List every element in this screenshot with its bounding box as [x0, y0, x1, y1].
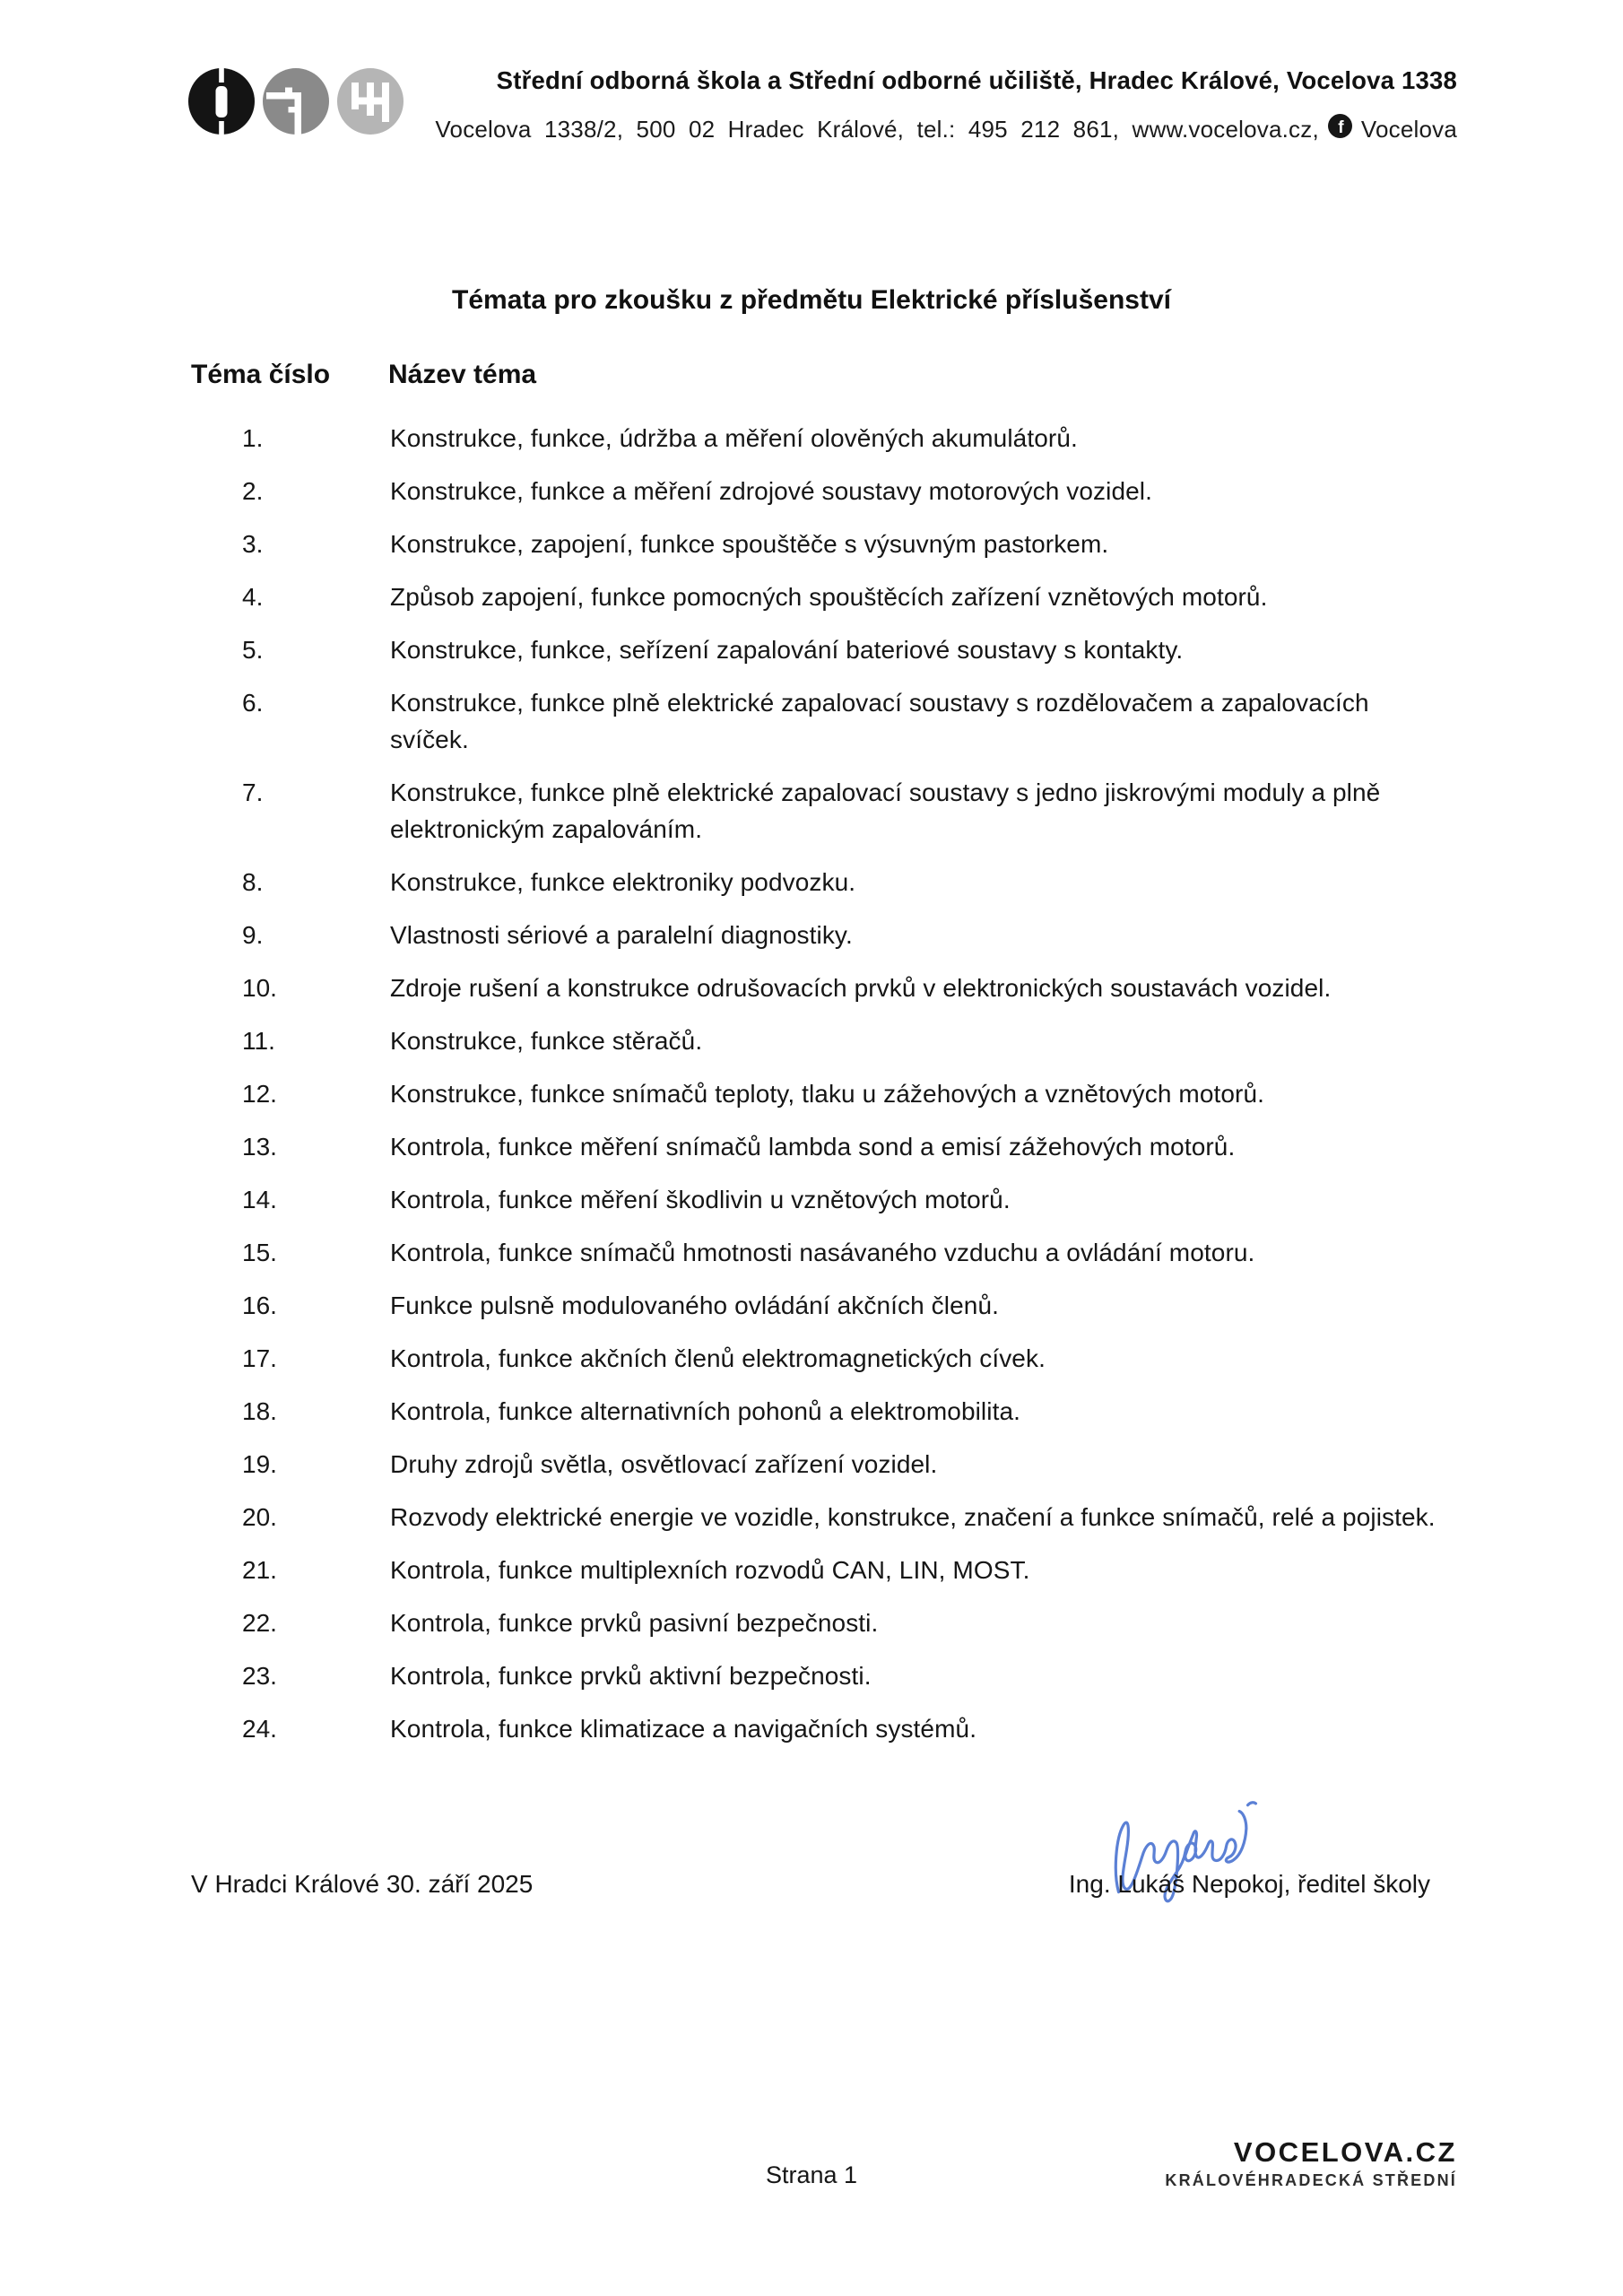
topic-number: 22.: [242, 1609, 277, 1637]
topic-row: [242, 1075, 1435, 1112]
topic-number: 5.: [242, 636, 264, 664]
document-title: Témata pro zkoušku z předmětu Elektrické příslušenství: [452, 285, 1171, 315]
facebook-icon: [1328, 114, 1352, 144]
topic-row: [242, 631, 1435, 668]
topic-text: Konstrukce, funkce snímačů teploty, tlaku u zážehových a vznětových motorů.: [390, 1080, 1265, 1108]
topic-number: 10.: [242, 974, 277, 1002]
topic-text: Vlastnosti sériové a paralelní diagnostiky.: [390, 921, 853, 949]
topic-number: 13.: [242, 1133, 277, 1161]
topic-row: [242, 864, 1435, 900]
topic-row: [242, 1552, 1435, 1588]
topic-text: Konstrukce, funkce stěračů.: [390, 1027, 703, 1055]
topic-number: 2.: [242, 477, 264, 505]
topic-row: [242, 1710, 1435, 1747]
topic-text: Kontrola, funkce prvků aktivní bezpečnosti.: [390, 1662, 872, 1690]
topic-row: [242, 1657, 1435, 1694]
gearshift-circle-icon: [337, 68, 404, 135]
topic-row: [242, 684, 1435, 758]
column-header-name: Název téma: [388, 360, 537, 389]
facebook-handle: Vocelova: [1360, 115, 1457, 143]
topic-number: 17.: [242, 1344, 277, 1372]
topic-row: [242, 1446, 1435, 1483]
topic-number: 23.: [242, 1662, 277, 1690]
topic-number: 12.: [242, 1080, 277, 1108]
school-contact-line: [435, 114, 1457, 144]
topic-row: [242, 1234, 1435, 1271]
topic-number: 24.: [242, 1715, 277, 1743]
topic-row: [242, 970, 1435, 1006]
topic-number: 21.: [242, 1556, 277, 1584]
topic-text: Druhy zdrojů světla, osvětlovací zařízení vozidel.: [390, 1450, 938, 1478]
topic-text: Kontrola, funkce snímačů hmotnosti nasávaného vzduchu a ovládání motoru.: [390, 1239, 1255, 1266]
topic-text: Konstrukce, funkce elektroniky podvozku.: [390, 868, 856, 896]
topic-row: [242, 526, 1435, 562]
topic-row: [242, 1340, 1435, 1377]
topic-row: [242, 420, 1435, 457]
topic-number: 20.: [242, 1503, 277, 1531]
topic-text: Způsob zapojení, funkce pomocných spouštěcích zařízení vznětových motorů.: [390, 583, 1268, 611]
topic-row: [242, 1287, 1435, 1324]
topic-row: [242, 578, 1435, 615]
topic-row: [242, 1181, 1435, 1218]
topic-number: 3.: [242, 530, 264, 558]
topic-text: Kontrola, funkce multiplexních rozvodů CAN, LIN, MOST.: [390, 1556, 1030, 1584]
caliper-circle-icon: [188, 68, 255, 135]
footer-brand-name: VOCELOVA.CZ: [1233, 2136, 1457, 2168]
column-header-number: Téma číslo: [191, 360, 331, 389]
topic-number: 14.: [242, 1186, 277, 1213]
topic-number: 15.: [242, 1239, 277, 1266]
footer-brand-subtitle: KRÁLOVÉHRADECKÁ STŘEDNÍ: [1165, 2171, 1457, 2189]
topic-row: [242, 1605, 1435, 1641]
topic-row: [242, 473, 1435, 509]
topic-number: 11.: [242, 1027, 275, 1055]
topic-text: Konstrukce, zapojení, funkce spouštěče s výsuvným pastorkem.: [390, 530, 1109, 558]
topic-row: [242, 774, 1435, 848]
topic-text: Funkce pulsně modulovaného ovládání akčních členů.: [390, 1292, 999, 1319]
topic-text: Konstrukce, funkce plně elektrické zapalovací soustavy s jedno jiskrovými moduly a plně elektronickým zapalováním.: [390, 778, 1381, 843]
topic-number: 9.: [242, 921, 264, 949]
signoff-line: [191, 1870, 1430, 1899]
svg-text:f: f: [1338, 118, 1344, 137]
topic-number: 7.: [242, 778, 264, 806]
footer-brand: [1165, 2136, 1457, 2190]
topic-number: 8.: [242, 868, 264, 896]
place-and-date: V Hradci Králové 30. září 2025: [191, 1870, 534, 1898]
topic-text: Kontrola, funkce klimatizace a navigačních systémů.: [390, 1715, 977, 1743]
topic-text: Konstrukce, funkce, seřízení zapalování bateriové soustavy s kontakty.: [390, 636, 1184, 664]
topic-row: [242, 1393, 1435, 1430]
topic-text: Konstrukce, funkce plně elektrické zapalovací soustavy s rozdělovačem a zapalovacích svíček.: [390, 689, 1369, 753]
page-number: Strana 1: [765, 2161, 858, 2188]
topic-row: [242, 1499, 1435, 1535]
topic-number: 18.: [242, 1397, 277, 1425]
topic-text: Kontrola, funkce alternativních pohonů a elektromobilita.: [390, 1397, 1021, 1425]
topic-text: Konstrukce, funkce a měření zdrojové soustavy motorových vozidel.: [390, 477, 1152, 505]
signer-name-title: Ing. Lukáš Nepokoj, ředitel školy: [1068, 1870, 1430, 1898]
topic-text: Zdroje rušení a konstrukce odrušovacích prvků v elektronických soustavách vozidel.: [390, 974, 1332, 1002]
topic-number: 6.: [242, 689, 264, 717]
topics-list: [242, 420, 1435, 1763]
topic-text: Kontrola, funkce akčních členů elektromagnetických cívek.: [390, 1344, 1046, 1372]
topic-number: 1.: [242, 424, 264, 452]
topic-text: Rozvody elektrické energie ve vozidle, konstrukce, značení a funkce snímačů, relé a pojistek.: [390, 1503, 1436, 1531]
topic-text: Konstrukce, funkce, údržba a měření olověných akumulátorů.: [390, 424, 1078, 452]
topic-text: Kontrola, funkce měření škodlivin u vznětových motorů.: [390, 1186, 1011, 1213]
school-name: Střední odborná škola a Střední odborné učiliště, Hradec Králové, Vocelova 1338: [496, 66, 1457, 94]
topic-number: 16.: [242, 1292, 277, 1319]
topic-number: 4.: [242, 583, 264, 611]
topic-number: 19.: [242, 1450, 277, 1478]
topic-row: [242, 917, 1435, 953]
topic-row: [242, 1022, 1435, 1059]
school-address: Vocelova 1338/2, 500 02 Hradec Králové, tel.: 495 212 861, www.vocelova.cz,: [435, 115, 1319, 143]
topic-row: [242, 1128, 1435, 1165]
topic-text: Kontrola, funkce měření snímačů lambda sond a emisí zážehových motorů.: [390, 1133, 1236, 1161]
letterhead: [435, 66, 1457, 144]
school-logo: [188, 68, 404, 135]
topic-text: Kontrola, funkce prvků pasivní bezpečnosti.: [390, 1609, 879, 1637]
square-ruler-circle-icon: [263, 68, 329, 135]
